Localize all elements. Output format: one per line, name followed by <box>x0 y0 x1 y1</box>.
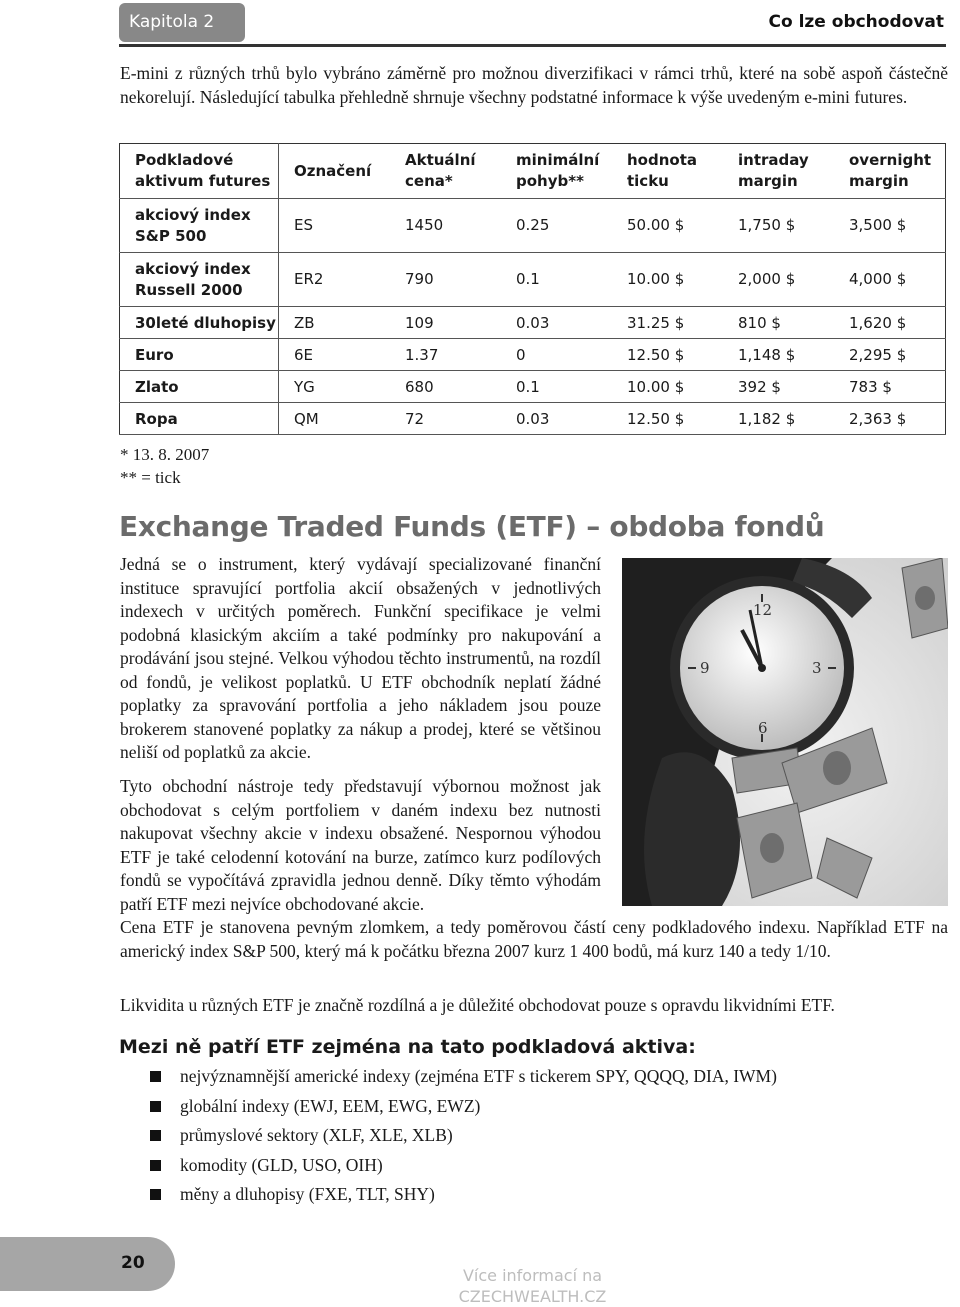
table-cell: Ropa <box>120 403 279 435</box>
table-cell: 0.03 <box>501 403 612 435</box>
clock-and-dollar-bills-photo <box>622 558 948 906</box>
section-title: Co lze obchodovat <box>768 12 944 32</box>
table-cell: ER2 <box>279 253 391 307</box>
svg-text:9: 9 <box>700 659 710 677</box>
table-cell: akciový index Russell 2000 <box>120 253 279 307</box>
page-number: 20 <box>121 1253 145 1273</box>
table-cell: ES <box>279 199 391 253</box>
asset-list <box>150 1062 777 1210</box>
table-cell: 680 <box>390 371 501 403</box>
table-cell: 1.37 <box>390 339 501 371</box>
table-cell: 31.25 $ <box>612 307 723 339</box>
table-row <box>120 199 946 253</box>
svg-text:3: 3 <box>812 659 822 677</box>
assets-heading: Mezi ně patří ETF zejména na tato podkladová aktiva: <box>119 1036 696 1058</box>
list-item: průmyslové sektory (XLF, XLE, XLB) <box>150 1121 777 1151</box>
table-cell: YG <box>279 371 391 403</box>
column-header: hodnota ticku <box>612 144 723 199</box>
table-cell: 10.00 $ <box>612 371 723 403</box>
intro-paragraph: E-mini z různých trhů bylo vybráno záměrně pro možnou diverzifikaci v rámci trhů, které na sobě aspoň částečně nekorelují. Následující tabulka přehledně shrnuje všechny podstatné informace k výše uvedeným e-mini futures. <box>120 63 948 107</box>
column-header: intraday margin <box>723 144 834 199</box>
column-header: overnight margin <box>834 144 946 199</box>
chapter-tab <box>119 3 245 42</box>
table-footnotes <box>120 443 209 489</box>
table-cell: 4,000 $ <box>834 253 946 307</box>
table-cell: 0.1 <box>501 371 612 403</box>
table-cell: 50.00 $ <box>612 199 723 253</box>
table-row <box>120 253 946 307</box>
table-cell: 72 <box>390 403 501 435</box>
watermark-line-2: CZECHWEALTH.CZ <box>458 1287 607 1306</box>
table-cell: 810 $ <box>723 307 834 339</box>
table-cell: 12.50 $ <box>612 403 723 435</box>
futures-table <box>119 143 946 435</box>
table-cell: 2,000 $ <box>723 253 834 307</box>
column-header: minimální pohyb** <box>501 144 612 199</box>
column-header: Podkladové aktivum futures <box>120 144 279 199</box>
etf-paragraph-2: Tyto obchodní nástroje tedy představují výbornou možnost jak obchodovat s celým portfoliem v daném indexu bez nutnosti nakupovat všechny akcie v indexu obsažené. Nespornou výhodou ETF je také celodenní kotování na burze, zatímco kurz podílových fondů se vypočítává zpravidla jednou denně. Díky těmto výhodám patří ETF mezi nejvíce obchodované akcie. <box>120 776 601 914</box>
table-row <box>120 403 946 435</box>
table-cell: 1,750 $ <box>723 199 834 253</box>
table-row <box>120 307 946 339</box>
list-item: komodity (GLD, USO, OIH) <box>150 1151 777 1181</box>
footnote-tick: ** = tick <box>120 468 181 487</box>
table-cell: 10.00 $ <box>612 253 723 307</box>
etf-heading: Exchange Traded Funds (ETF) – obdoba fondů <box>119 510 825 543</box>
table-cell: Euro <box>120 339 279 371</box>
table-cell: QM <box>279 403 391 435</box>
etf-paragraph-3: Cena ETF je stanovena pevným zlomkem, a tedy poměrovou částí ceny podkladového indexu. Například ETF na americký index S&P 500, který má k počátku března 2007 kurz 1 400 bodů, má kurz 140 a tedy 1/10. <box>120 917 948 961</box>
svg-text:6: 6 <box>758 719 768 737</box>
table-cell: 2,295 $ <box>834 339 946 371</box>
square-bullet-icon <box>150 1071 161 1082</box>
etf-paragraph-4: Likvidita u různých ETF je značně rozdílná a je důležité obchodovat pouze s opravdu likvidními ETF. <box>120 995 835 1015</box>
table-cell: 0.25 <box>501 199 612 253</box>
table-cell: 109 <box>390 307 501 339</box>
table-cell: 2,363 $ <box>834 403 946 435</box>
table-cell: 392 $ <box>723 371 834 403</box>
column-header: Aktuální cena* <box>390 144 501 199</box>
table-row <box>120 339 946 371</box>
footnote-date: * 13. 8. 2007 <box>120 445 210 464</box>
square-bullet-icon <box>150 1160 161 1171</box>
watermark-link[interactable] <box>440 1265 625 1307</box>
table-cell: 0 <box>501 339 612 371</box>
svg-text:12: 12 <box>753 601 773 619</box>
table-cell: akciový index S&P 500 <box>120 199 279 253</box>
chapter-label: Kapitola 2 <box>129 12 215 32</box>
table-cell: 783 $ <box>834 371 946 403</box>
header-divider <box>119 44 946 47</box>
table-cell: 0.1 <box>501 253 612 307</box>
list-item: globální indexy (EWJ, EEM, EWG, EWZ) <box>150 1092 777 1122</box>
square-bullet-icon <box>150 1101 161 1112</box>
page-number-pill <box>0 1237 175 1291</box>
column-header: Označení <box>279 144 391 199</box>
table-cell: 0.03 <box>501 307 612 339</box>
square-bullet-icon <box>150 1189 161 1200</box>
table-cell: 30leté dluhopisy <box>120 307 279 339</box>
etf-paragraph-1: Jedná se o instrument, který vydávají specializované finanční instituce spravující portfolia akcií obsažených v jednotlivých indexech v určitých poměrech. Funkční specifikace je velmi podobná klasickým akciím a také podmínky pro nakupování a prodávání jsou stejné. Velkou výhodou těchto instrumentů, na rozdíl od fondů, je velikost poplatků. U ETF obchodník neplatí žádné poplatky za spravování portfolia a jeho nákladem jsou pouze brokerem stanovené poplatky za nákup a prodej, které se většinou neliší od poplatků za akcie. <box>120 554 601 762</box>
table-cell: 1,148 $ <box>723 339 834 371</box>
table-cell: 1450 <box>390 199 501 253</box>
square-bullet-icon <box>150 1130 161 1141</box>
list-item: měny a dluhopisy (FXE, TLT, SHY) <box>150 1180 777 1210</box>
table-cell: 1,182 $ <box>723 403 834 435</box>
watermark-line-1: Více informací na <box>462 1266 603 1285</box>
table-cell: 1,620 $ <box>834 307 946 339</box>
table-row <box>120 371 946 403</box>
table-cell: 790 <box>390 253 501 307</box>
table-cell: 3,500 $ <box>834 199 946 253</box>
table-cell: 12.50 $ <box>612 339 723 371</box>
table-cell: ZB <box>279 307 391 339</box>
table-cell: 6E <box>279 339 391 371</box>
table-cell: Zlato <box>120 371 279 403</box>
table-header-row <box>120 144 946 199</box>
list-item: nejvýznamnější americké indexy (zejména ETF s tickerem SPY, QQQQ, DIA, IWM) <box>150 1062 777 1092</box>
